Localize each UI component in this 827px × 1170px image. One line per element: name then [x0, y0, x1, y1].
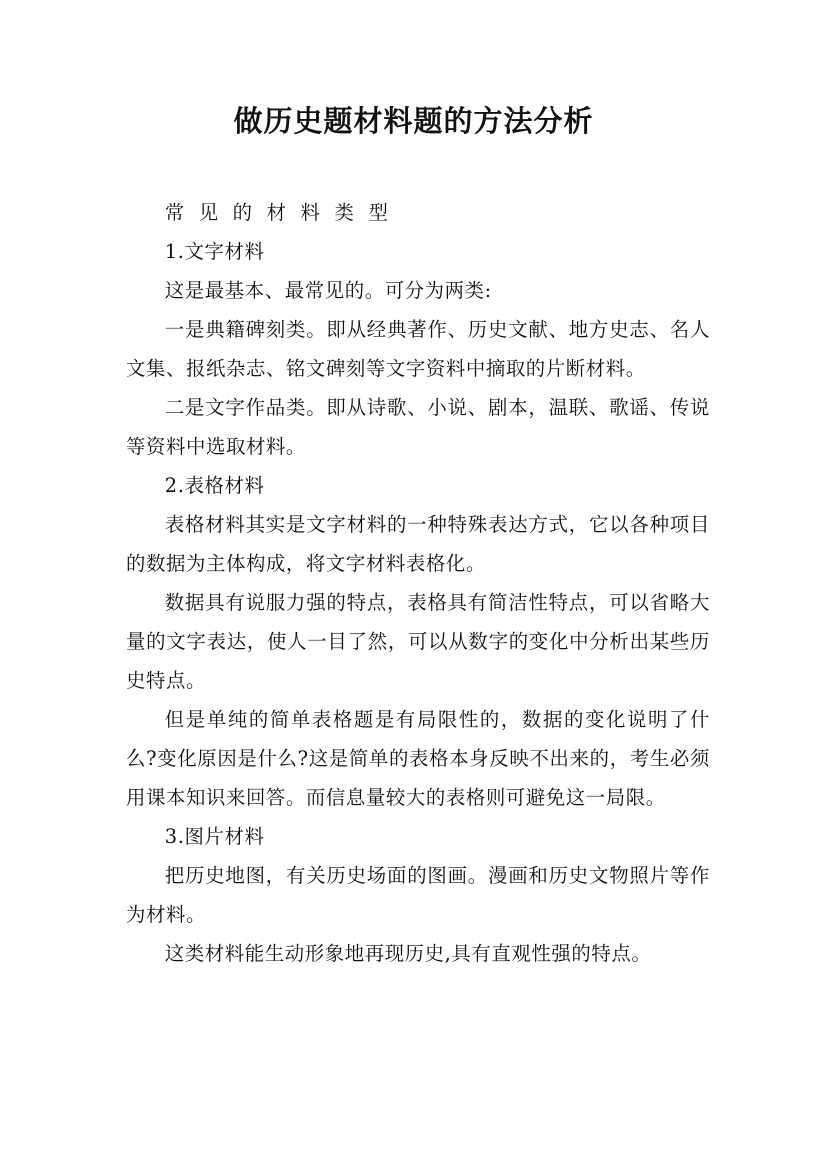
subheading-table-material: 2.表格材料 — [164, 474, 265, 497]
paragraph: 一是典籍碑刻类。即从经典著作、历史文献、地方史志、名人文集、报纸杂志、铭文碑刻等文字资料中摘取的片断材料。 — [126, 318, 710, 380]
subheading-picture-material: 3.图片材料 — [164, 825, 265, 848]
paragraph: 这类材料能生动形象地再现历史,具有直观性强的特点。 — [164, 942, 652, 965]
paragraph: 二是文字作品类。即从诗歌、小说、剧本，温联、歌谣、传说等资料中选取材料。 — [126, 396, 710, 458]
subheading-text-material: 1.文字材料 — [164, 240, 265, 263]
document-body — [126, 193, 710, 973]
paragraph: 把历史地图，有关历史场面的图画。漫画和历史文物照片等作为材料。 — [126, 864, 710, 926]
paragraph: 表格材料其实是文字材料的一种特殊表达方式，它以各种项目的数据为主体构成，将文字材料表格化。 — [126, 513, 710, 575]
paragraph: 这是最基本、最常见的。可分为两类: — [164, 279, 492, 302]
paragraph: 但是单纯的简单表格题是有局限性的，数据的变化说明了什么?变化原因是什么?这是简单的表格本身反映不出来的，考生必须用课本知识来回答。而信息量较大的表格则可避免这一局限。 — [126, 708, 710, 809]
section-heading-material-types: 常见的材料类型 — [164, 201, 403, 224]
document-title: 做历史题材料题的方法分析 — [233, 104, 594, 138]
paragraph: 数据具有说服力强的特点，表格具有简洁性特点，可以省略大量的文字表达，使人一目了然，可以从数字的变化中分析出某些历史特点。 — [126, 591, 710, 692]
